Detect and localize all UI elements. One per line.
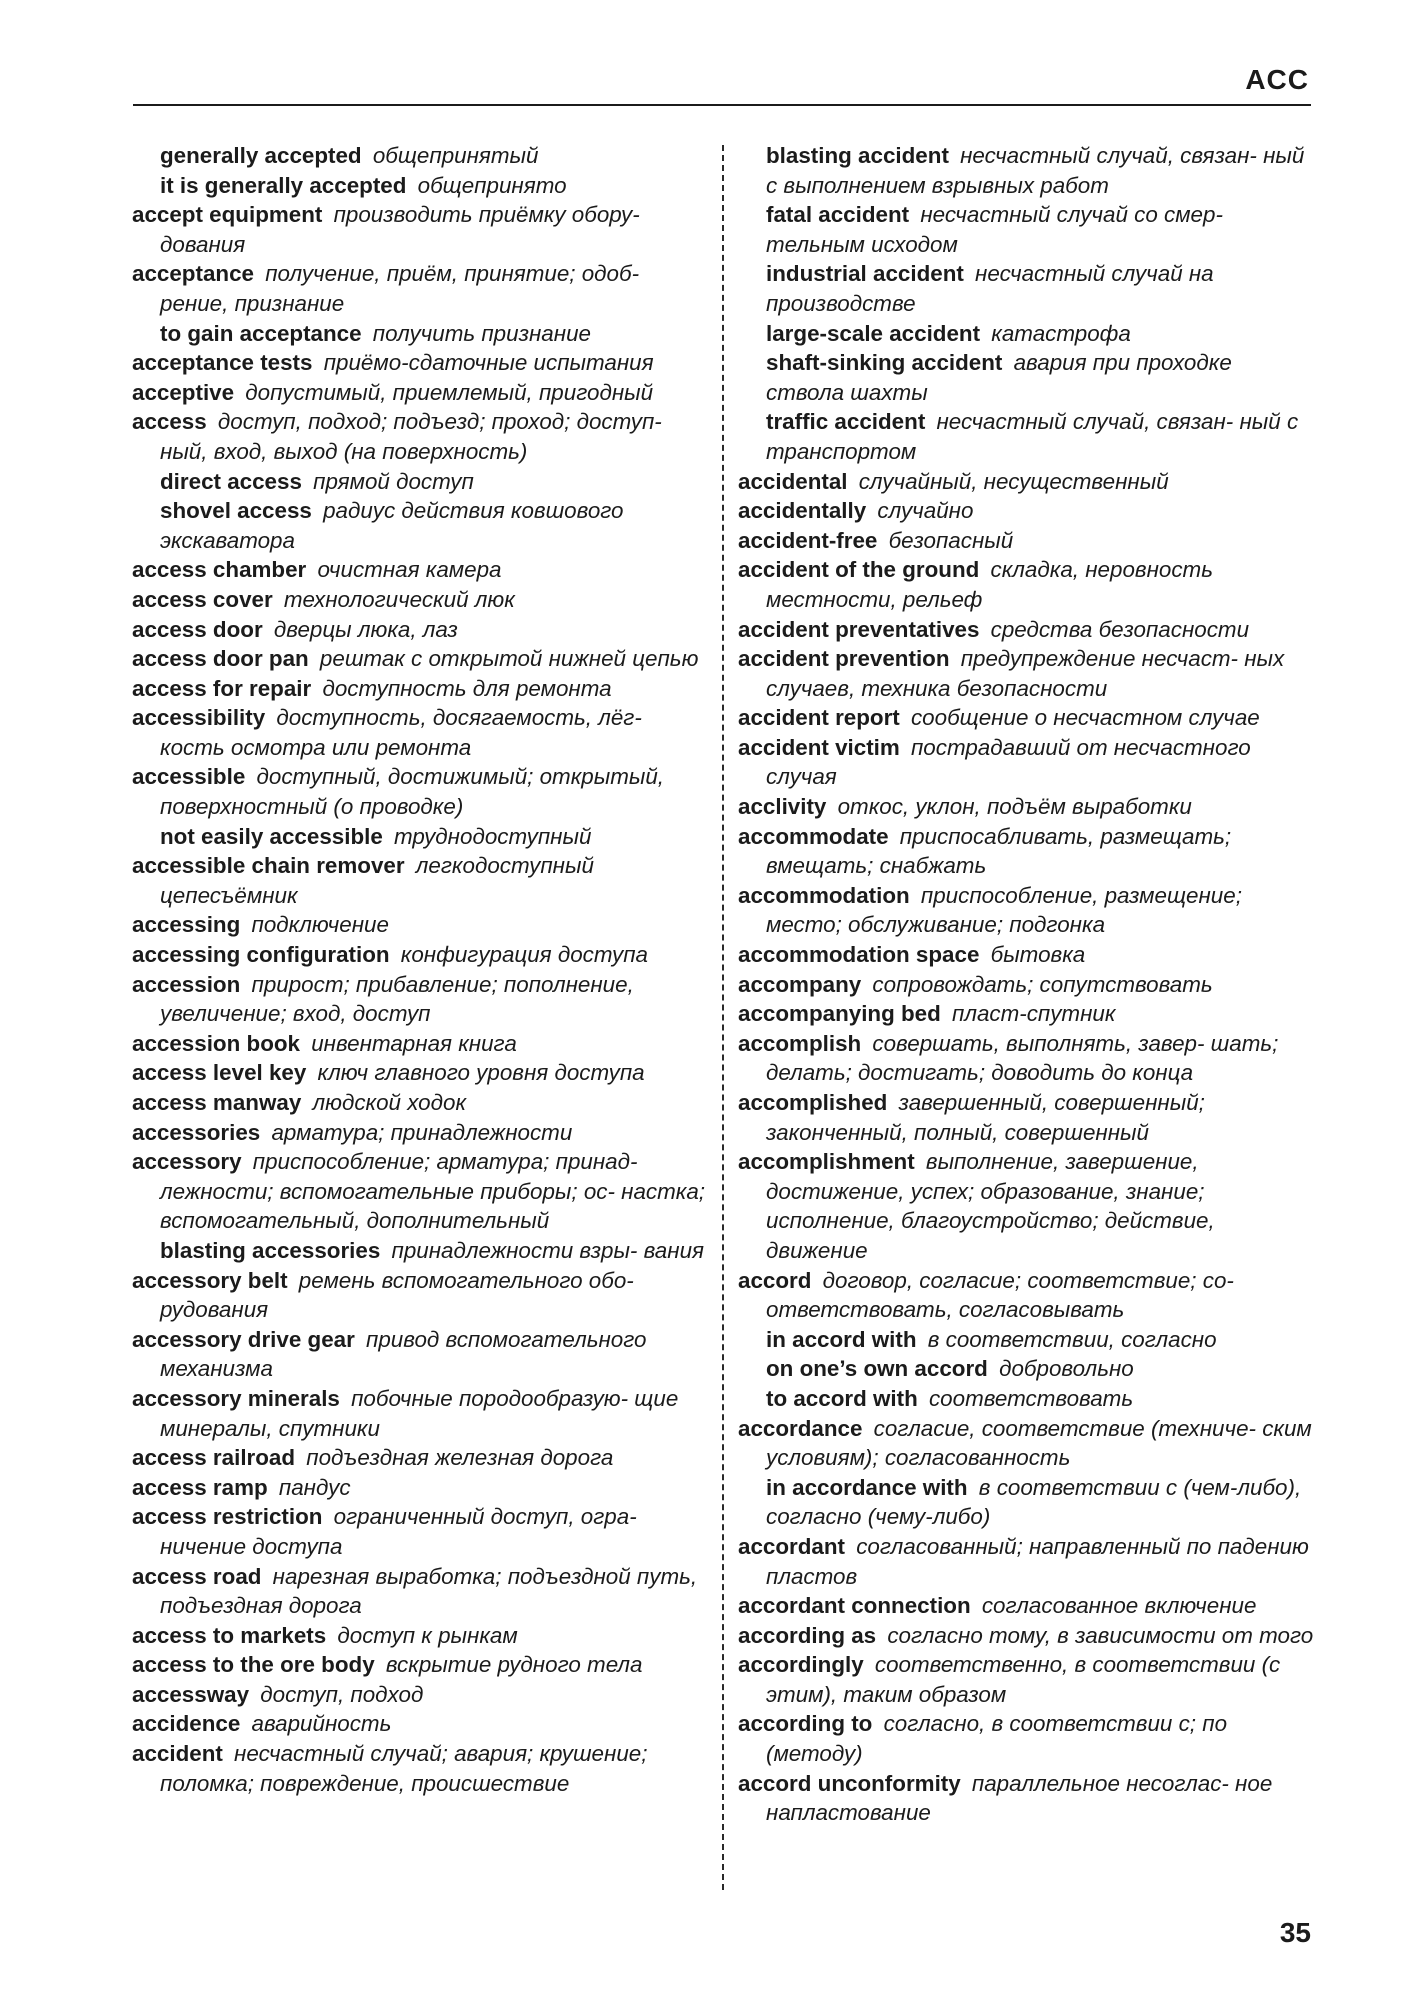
- headword: fatal accident: [766, 202, 910, 228]
- dictionary-entry: [132, 1118, 707, 1148]
- headword: accession: [132, 971, 241, 997]
- headword: accept equipment: [132, 202, 323, 228]
- headword: accident of the ground: [738, 557, 980, 583]
- dictionary-entry: [738, 1029, 1314, 1088]
- translation: подъездная железная дорога: [306, 1445, 614, 1471]
- subentry: [132, 319, 707, 349]
- translation: легкодоступный цепесъёмник: [160, 853, 594, 908]
- headword: accessibility: [132, 705, 266, 731]
- headword: accidental: [738, 468, 848, 494]
- translation: ремень вспомогательного обо- рудования: [160, 1267, 634, 1323]
- headword: accidentally: [738, 498, 867, 524]
- headword: accommodation: [738, 882, 910, 908]
- headword: accessory drive gear: [132, 1326, 355, 1352]
- headword: accessory belt: [132, 1267, 288, 1293]
- dictionary-entry: [738, 1532, 1314, 1591]
- headword: accordant connection: [738, 1593, 971, 1619]
- translation: привод вспомогательного механизма: [160, 1326, 647, 1382]
- translation: катастрофа: [991, 320, 1131, 346]
- translation: выполнение, завершение, достижение, успех; образование, знание; исполнение, благоустройство; действие, движение: [766, 1149, 1215, 1263]
- headword: to gain acceptance: [160, 320, 362, 346]
- dictionary-entry: [738, 555, 1314, 614]
- translation: пандус: [278, 1474, 351, 1500]
- translation: конфигурация доступа: [400, 942, 649, 968]
- translation: согласованное включение: [981, 1593, 1257, 1619]
- subentry: [738, 1384, 1314, 1414]
- dictionary-entry: [132, 762, 707, 821]
- dictionary-entry: [132, 1443, 707, 1473]
- translation: предупреждение несчаст- ных случаев, техника безопасности: [766, 646, 1285, 701]
- translation: доступ, подход; подъезд; проход; доступ- ный, вход, выход (на поверхность): [160, 409, 662, 464]
- dictionary-entry: [132, 910, 707, 940]
- dictionary-entry: [132, 348, 707, 378]
- headword: industrial accident: [766, 261, 964, 287]
- headword: access for repair: [132, 675, 312, 701]
- headword: accident victim: [738, 734, 900, 760]
- dictionary-entry: [738, 733, 1314, 792]
- headword: blasting accident: [766, 143, 949, 168]
- subentry: [738, 348, 1314, 407]
- translation: дверцы люка, лаз: [273, 616, 458, 642]
- headword: in accord with: [766, 1326, 917, 1352]
- translation: общепринятый: [372, 143, 539, 168]
- headword: accomplished: [738, 1090, 888, 1115]
- subentry: [738, 200, 1314, 259]
- headword: access door pan: [132, 646, 309, 672]
- dictionary-entry: [132, 1709, 707, 1739]
- headword: accord unconformity: [738, 1770, 961, 1796]
- translation: доступ к рынкам: [337, 1622, 518, 1648]
- subentry: [132, 496, 707, 555]
- headword: access railroad: [132, 1445, 296, 1471]
- translation: приспособление, размещение; место; обслуживание; подгонка: [766, 882, 1242, 938]
- translation: складка, неровность местности, рельеф: [766, 557, 1213, 612]
- dictionary-entry: [738, 1621, 1314, 1651]
- running-head: ACC: [1245, 64, 1309, 95]
- headword: accident report: [738, 705, 900, 731]
- page-number: 35: [1279, 1917, 1311, 1948]
- headword: accident prevention: [738, 646, 950, 672]
- dictionary-entry: [132, 703, 707, 762]
- translation: в соответствии, согласно: [927, 1326, 1217, 1352]
- headword: accessories: [132, 1119, 261, 1145]
- subentry: [738, 1473, 1314, 1532]
- headword: according to: [738, 1711, 873, 1737]
- translation: авария при проходке ствола шахты: [766, 350, 1232, 405]
- headword: accident: [132, 1741, 223, 1767]
- headword: accomplish: [738, 1030, 862, 1056]
- translation: пласт-спутник: [952, 1001, 1116, 1027]
- headword: accomplishment: [738, 1149, 915, 1175]
- dictionary-entry: [738, 822, 1314, 881]
- dictionary-entry: [132, 378, 707, 408]
- headword: accommodation space: [738, 942, 980, 968]
- dictionary-entry: [132, 200, 707, 259]
- dictionary-entry: [132, 1502, 707, 1561]
- dictionary-entry: [738, 940, 1314, 970]
- headword: generally accepted: [160, 143, 362, 168]
- headword: access to markets: [132, 1622, 327, 1648]
- translation: доступность для ремонта: [322, 675, 612, 701]
- headword: blasting accessories: [160, 1237, 381, 1263]
- subentry: [738, 1354, 1314, 1384]
- dictionary-entry: [738, 1650, 1314, 1709]
- headword: accordance: [738, 1415, 863, 1441]
- translation: ключ главного уровня доступа: [317, 1060, 645, 1086]
- headword: accidence: [132, 1711, 241, 1737]
- translation: соответствовать: [928, 1385, 1134, 1411]
- translation: очистная камера: [317, 557, 502, 583]
- translation: случайно: [877, 498, 974, 524]
- headword: accompanying bed: [738, 1001, 941, 1027]
- header-rule: [133, 104, 1311, 106]
- dictionary-entry: [132, 644, 707, 674]
- headword: according as: [738, 1622, 877, 1648]
- headword: access chamber: [132, 557, 307, 583]
- headword: accordingly: [738, 1652, 864, 1678]
- headword: access cover: [132, 586, 273, 612]
- dictionary-entry: [738, 1147, 1314, 1265]
- headword: it is generally accepted: [160, 172, 407, 198]
- dictionary-entry: [738, 999, 1314, 1029]
- translation: подключение: [251, 912, 389, 938]
- translation: нарезная выработка; подъездной путь, подъездная дорога: [160, 1563, 698, 1619]
- headword: shovel access: [160, 498, 312, 524]
- headword: accessible: [132, 764, 246, 790]
- dictionary-entry: [132, 585, 707, 615]
- translation: побочные породообразую- щие минералы, спутники: [160, 1385, 679, 1441]
- translation: вскрытие рудного тела: [385, 1652, 643, 1678]
- translation: бытовка: [990, 942, 1086, 968]
- translation: согласно тому, в зависимости от того: [887, 1622, 1314, 1648]
- dictionary-entry: [738, 1591, 1314, 1621]
- translation: несчастный случай, связан- ный с транспортом: [766, 409, 1299, 464]
- headword: access ramp: [132, 1474, 268, 1500]
- headword: accessway: [132, 1681, 250, 1707]
- dictionary-entry: [132, 407, 707, 466]
- dictionary-entry: [738, 526, 1314, 556]
- dictionary-entry: [132, 1325, 707, 1384]
- headword: shaft-sinking accident: [766, 350, 1003, 376]
- dictionary-entry: [738, 1769, 1314, 1828]
- headword: access: [132, 409, 207, 435]
- translation: несчастный случай, связан- ный с выполнением взрывных работ: [766, 143, 1305, 198]
- subentry: [132, 467, 707, 497]
- dictionary-entry: [738, 1709, 1314, 1768]
- translation: инвентарная книга: [311, 1030, 517, 1056]
- dictionary-entry: [738, 644, 1314, 703]
- translation: несчастный случай со смер- тельным исходом: [766, 202, 1223, 257]
- translation: несчастный случай; авария; крушение; поломка; повреждение, происшествие: [160, 1741, 648, 1796]
- dictionary-entry: [738, 1088, 1314, 1147]
- translation: добровольно: [999, 1356, 1134, 1382]
- translation: приёмо-сдаточные испытания: [323, 350, 654, 376]
- translation: арматура; принадлежности: [271, 1119, 573, 1145]
- dictionary-entry: [738, 970, 1314, 1000]
- left-column: [132, 141, 707, 1798]
- translation: согласованный; направленный по падению пластов: [766, 1533, 1309, 1589]
- dictionary-entry: [738, 703, 1314, 733]
- subentry: [738, 319, 1314, 349]
- translation: параллельное несоглас- ное напластование: [766, 1770, 1273, 1826]
- dictionary-entry: [132, 1147, 707, 1236]
- translation: пострадавший от несчастного случая: [766, 734, 1251, 790]
- dictionary-entry: [738, 615, 1314, 645]
- translation: средства безопасности: [990, 616, 1250, 642]
- headword: access road: [132, 1563, 262, 1589]
- dictionary-entry: [132, 259, 707, 318]
- subentry: [132, 171, 707, 201]
- translation: договор, согласие; соответствие; со- ответствовать, согласовывать: [766, 1267, 1234, 1323]
- dictionary-entry: [738, 496, 1314, 526]
- dictionary-entry: [132, 1621, 707, 1651]
- dictionary-entry: [132, 970, 707, 1029]
- translation: приспособление; арматура; принад- лежности; вспомогательные приборы; ос- настка; вспомогательный, дополнительный: [160, 1149, 706, 1234]
- dictionary-entry: [132, 940, 707, 970]
- headword: accessing: [132, 912, 241, 938]
- translation: соответственно, в соответствии (с этим), таким образом: [766, 1652, 1281, 1707]
- dictionary-entry: [132, 1384, 707, 1443]
- translation: доступность, досягаемость, лёг- кость осмотра или ремонта: [160, 705, 642, 760]
- headword: access door: [132, 616, 263, 642]
- dictionary-entry: [738, 792, 1314, 822]
- headword: on one’s own accord: [766, 1356, 988, 1382]
- translation: общепринято: [417, 172, 567, 198]
- headword: access to the ore body: [132, 1652, 375, 1678]
- headword: accident-free: [738, 527, 878, 553]
- headword: accord: [738, 1267, 812, 1293]
- translation: согласно, в соответствии с; по (методу): [766, 1711, 1228, 1767]
- headword: large-scale accident: [766, 320, 981, 346]
- headword: accommodate: [738, 823, 889, 849]
- headword: direct access: [160, 468, 302, 494]
- subentry: [738, 141, 1314, 200]
- dictionary-entry: [132, 1650, 707, 1680]
- dictionary-entry: [132, 851, 707, 910]
- translation: совершать, выполнять, завер- шать; делать; достигать; доводить до конца: [766, 1030, 1279, 1086]
- dictionary-entry: [738, 881, 1314, 940]
- translation: сопровождать; сопутствовать: [872, 971, 1213, 997]
- dictionary-entry: [132, 1088, 707, 1118]
- translation: ограниченный доступ, огра- ничение доступа: [160, 1504, 637, 1559]
- translation: рештак с открытой нижней цепью: [319, 646, 699, 672]
- translation: сообщение о несчастном случае: [910, 705, 1260, 731]
- translation: доступ, подход: [260, 1681, 424, 1707]
- column-divider: [722, 145, 724, 1890]
- headword: access restriction: [132, 1504, 323, 1530]
- headword: acceptance tests: [132, 350, 313, 376]
- dictionary-entry: [132, 1029, 707, 1059]
- headword: access manway: [132, 1090, 302, 1115]
- translation: допустимый, приемлемый, пригодный: [245, 379, 654, 405]
- translation: согласие, соответствие (техниче- ским условиям); согласованность: [766, 1415, 1312, 1471]
- headword: accident preventatives: [738, 616, 980, 642]
- headword: access level key: [132, 1060, 307, 1086]
- dictionary-entry: [132, 1266, 707, 1325]
- headword: acclivity: [738, 794, 827, 820]
- dictionary-entry: [132, 1562, 707, 1621]
- dictionary-entry: [132, 1680, 707, 1710]
- dictionary-entry: [132, 1739, 707, 1798]
- headword: accessory minerals: [132, 1385, 340, 1411]
- headword: accessible chain remover: [132, 853, 405, 879]
- headword: in accordance with: [766, 1474, 968, 1500]
- translation: приспосабливать, размещать; вмещать; снабжать: [766, 823, 1232, 879]
- headword: accessing configuration: [132, 942, 390, 968]
- subentry: [738, 1325, 1314, 1355]
- headword: to accord with: [766, 1385, 918, 1411]
- dictionary-entry: [132, 615, 707, 645]
- translation: технологический люк: [283, 586, 515, 612]
- translation: безопасный: [888, 527, 1014, 553]
- translation: завершенный, совершенный; законченный, полный, совершенный: [766, 1090, 1205, 1145]
- translation: прямой доступ: [313, 468, 474, 494]
- translation: доступный, достижимый; открытый, поверхностный (о проводке): [160, 764, 665, 820]
- dictionary-entry: [132, 1473, 707, 1503]
- subentry: [132, 141, 707, 171]
- translation: производить приёмку обору- дования: [160, 202, 640, 257]
- headword: traffic accident: [766, 409, 926, 435]
- translation: откос, уклон, подъём выработки: [837, 794, 1192, 820]
- subentry: [738, 259, 1314, 318]
- headword: acceptance: [132, 261, 254, 287]
- headword: acceptive: [132, 379, 235, 405]
- translation: прирост; прибавление; пополнение, увеличение; вход, доступ: [160, 971, 634, 1027]
- headword: not easily accessible: [160, 823, 383, 849]
- translation: несчастный случай на производстве: [766, 261, 1214, 316]
- headword: accordant: [738, 1533, 846, 1559]
- dictionary-entry: [738, 467, 1314, 497]
- dictionary-entry: [738, 1266, 1314, 1325]
- headword: accessory: [132, 1149, 242, 1175]
- translation: получение, приём, принятие; одоб- рение, признание: [160, 261, 640, 316]
- headword: accession book: [132, 1030, 300, 1056]
- dictionary-entry: [132, 555, 707, 585]
- translation: случайный, несущественный: [858, 468, 1169, 494]
- translation: в соответствии с (чем-либо), согласно (чему-либо): [766, 1474, 1302, 1530]
- right-column: [738, 141, 1314, 1828]
- translation: людской ходок: [312, 1090, 467, 1115]
- translation: радиус действия ковшового экскаватора: [160, 498, 624, 553]
- translation: получить признание: [372, 320, 591, 346]
- translation: аварийность: [251, 1711, 392, 1737]
- subentry: [132, 822, 707, 852]
- dictionary-entry: [132, 674, 707, 704]
- subentry: [738, 407, 1314, 466]
- translation: принадлежности взры- вания: [391, 1237, 704, 1263]
- subentry: [132, 1236, 707, 1266]
- dictionary-entry: [132, 1058, 707, 1088]
- translation: труднодоступный: [394, 823, 592, 849]
- dictionary-entry: [738, 1414, 1314, 1473]
- headword: accompany: [738, 971, 862, 997]
